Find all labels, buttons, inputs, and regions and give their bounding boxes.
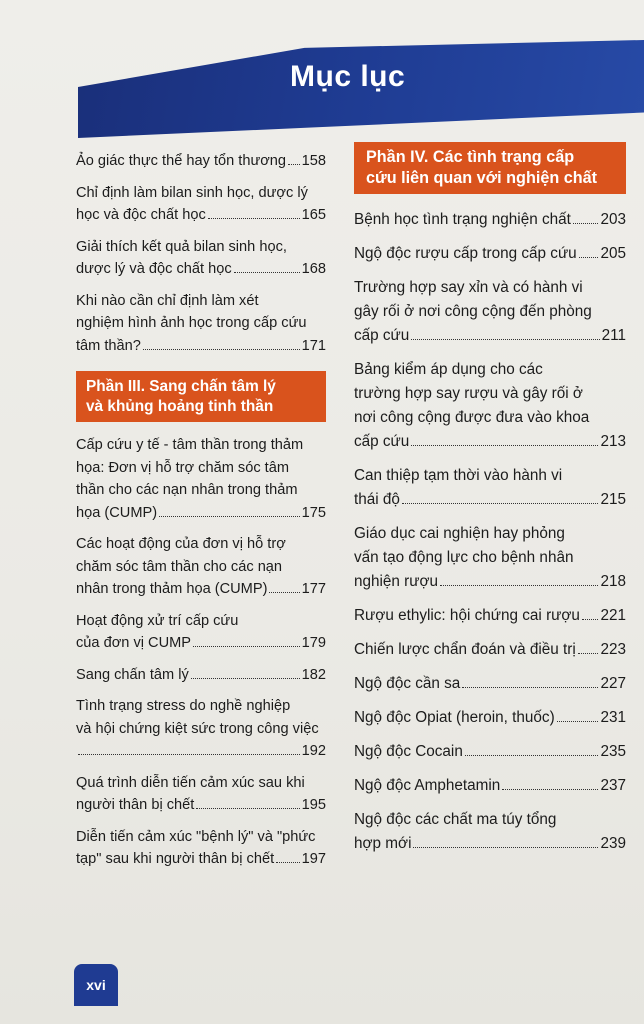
toc-entry-text: dược lý và độc chất học	[76, 261, 232, 277]
toc-entry-text: họa: Đơn vị hỗ trợ chăm sóc tâm	[76, 459, 289, 476]
toc-entry-text: học và độc chất học	[76, 207, 206, 223]
toc-entry-text: Ngộ độc rượu cấp trong cấp cứu	[354, 245, 577, 262]
toc-entry-text: và hội chứng kiệt sức trong công việc	[76, 720, 319, 737]
toc-page-number: 182	[301, 666, 326, 683]
leader-dots	[465, 755, 599, 756]
toc-entry-text: Hoạt động xử trí cấp cứu	[76, 612, 239, 629]
toc-entry	[76, 610, 326, 655]
toc-entry-text: Sang chấn tâm lý	[76, 666, 189, 683]
toc-entry	[76, 434, 326, 524]
toc-entry-last-line	[76, 204, 326, 227]
toc-page-number: 211	[601, 327, 626, 344]
leader-dots	[502, 789, 598, 790]
toc-entry-text: Ngộ độc Opiat (heroin, thuốc)	[354, 709, 555, 726]
toc-entry	[354, 208, 626, 232]
toc-entry-last-line	[354, 604, 626, 628]
toc-entry	[76, 182, 326, 227]
toc-entry-text: họa (CUMP)	[76, 504, 158, 521]
toc-entry-text: Quá trình diễn tiến cảm xúc sau khi	[76, 774, 305, 791]
toc-entry-text: Các hoạt động của đơn vị hỗ trợ	[76, 536, 286, 552]
toc-entry-last-line	[354, 324, 626, 348]
toc-entry-last-line	[354, 832, 626, 856]
leader-dots	[573, 223, 599, 224]
toc-entry-text: chăm sóc tâm thần cho các nạn	[76, 558, 283, 575]
toc-entry-text: Khi nào cần chỉ định làm xét	[76, 292, 259, 309]
toc-entry-text: Chỉ định làm bilan sinh học, dược lý	[76, 184, 308, 201]
toc-entry-text: hợp mới	[354, 835, 412, 852]
toc-page-number: 179	[301, 635, 326, 651]
toc-entry-text: tâm thần?	[76, 337, 141, 354]
leader-dots	[234, 272, 300, 273]
toc-entry	[354, 774, 626, 798]
section-heading-line: Phần III. Sang chấn tâm lý	[86, 378, 276, 395]
toc-entry-text: thái độ	[354, 491, 400, 508]
toc-entry-text: gây rối ở nơi công cộng đến phòng	[354, 303, 592, 320]
section-heading-part-iii	[76, 371, 326, 422]
toc-page-number: 215	[600, 491, 626, 508]
toc-entry	[354, 740, 626, 764]
section-heading-line: cứu liên quan với nghiện chất	[366, 169, 597, 187]
toc-entry-last-line	[76, 335, 326, 358]
toc-entry-last-line	[76, 848, 326, 871]
toc-entry	[354, 808, 626, 856]
toc-entry-text: Giáo dục cai nghiện hay phỏng	[354, 525, 565, 542]
leader-dots	[143, 349, 300, 350]
toc-page-number: 231	[600, 709, 626, 726]
leader-dots	[462, 687, 598, 688]
toc-entry	[354, 706, 626, 730]
toc-entry	[76, 695, 326, 763]
leader-dots	[557, 721, 599, 722]
toc-entry-text: thần cho các nạn nhân trong thảm	[76, 482, 298, 498]
toc-entry	[354, 276, 626, 348]
toc-entry-last-line	[354, 740, 626, 764]
section-heading-line: và khủng hoảng tinh thần	[86, 398, 274, 415]
leader-dots	[288, 164, 300, 165]
leader-dots	[579, 257, 599, 258]
toc-entry-last-line	[354, 570, 626, 594]
page-number-badge: xvi	[74, 964, 118, 1006]
toc-page-number: 192	[301, 743, 326, 759]
toc-entry	[354, 672, 626, 696]
toc-page-number: 175	[301, 504, 326, 521]
toc-page-number: 177	[301, 581, 326, 597]
leader-dots	[269, 592, 299, 593]
toc-entries-group	[354, 208, 626, 856]
toc-entry-text: nhân trong thảm họa (CUMP)	[76, 581, 268, 597]
toc-page-number: 213	[600, 433, 626, 450]
toc-entry-last-line	[354, 774, 626, 798]
leader-dots	[276, 862, 299, 863]
leader-dots	[78, 754, 300, 755]
section-heading-line: Phần IV. Các tình trạng cấp	[366, 148, 575, 166]
toc-entry-last-line	[354, 242, 626, 266]
toc-entries-group	[76, 150, 326, 357]
toc-entry	[354, 522, 626, 594]
toc-entry-last-line	[354, 706, 626, 730]
toc-page-number: 221	[600, 607, 626, 624]
toc-entry	[354, 638, 626, 662]
toc-entry	[354, 464, 626, 512]
page-title: Mục lục	[290, 60, 406, 93]
toc-entry-text: vấn tạo động lực cho bệnh nhân	[354, 549, 574, 566]
toc-page-number: 197	[301, 851, 326, 867]
toc-entry-text: Diễn tiến cảm xúc "bệnh lý" và "phức	[76, 828, 316, 845]
toc-entry-text: Ngộ độc Cocain	[354, 743, 463, 760]
toc-entry-text: Trường hợp say xỉn và có hành vi	[354, 279, 583, 296]
toc-entry-text: người thân bị chết	[76, 797, 195, 813]
toc-entries-group	[76, 434, 326, 871]
toc-page-number: 237	[600, 777, 626, 794]
toc-entry-text: Can thiệp tạm thời vào hành vi	[354, 467, 563, 484]
toc-entry-last-line	[354, 430, 626, 454]
toc-entry-last-line	[354, 672, 626, 696]
toc-entry	[76, 826, 326, 871]
toc-entry-text: Bệnh học tình trạng nghiện chất	[354, 211, 571, 228]
toc-entry	[354, 242, 626, 266]
toc-entry-text: trường hợp say rượu và gây rối ở	[354, 385, 583, 402]
leader-dots	[411, 339, 599, 340]
toc-page-number: 218	[600, 573, 626, 590]
toc-page-number: 205	[600, 245, 626, 262]
leader-dots	[208, 218, 300, 219]
leader-dots	[402, 503, 599, 504]
toc-entry-last-line	[76, 258, 326, 281]
toc-right-column	[354, 142, 626, 866]
toc-entry-text: cấp cứu	[354, 327, 410, 344]
leader-dots	[578, 653, 599, 654]
toc-entry	[76, 236, 326, 281]
leader-dots	[193, 646, 300, 647]
toc-entry-text: Ngộ độc các chất ma túy tổng	[354, 811, 557, 828]
toc-page-number: 168	[301, 261, 326, 277]
toc-entry-last-line	[76, 150, 326, 173]
toc-entry-last-line	[354, 488, 626, 512]
toc-entry-last-line	[354, 638, 626, 662]
toc-entry-text: Tình trạng stress do nghề nghiệp	[76, 698, 291, 714]
leader-dots	[582, 619, 599, 620]
toc-entry	[76, 772, 326, 817]
toc-entry-text: Rượu ethylic: hội chứng cai rượu	[354, 607, 580, 624]
toc-page-number: 158	[301, 153, 326, 169]
toc-entry	[76, 290, 326, 358]
toc-entry-last-line	[76, 794, 326, 817]
toc-entry-text: Chiến lược chẩn đoán và điều trị	[354, 641, 576, 658]
leader-dots	[411, 445, 598, 446]
leader-dots	[413, 847, 598, 848]
toc-page-number: 165	[301, 207, 326, 223]
toc-entry-text: Giải thích kết quả bilan sinh học,	[76, 238, 287, 255]
leader-dots	[159, 516, 300, 517]
leader-dots	[196, 808, 299, 809]
leader-dots	[440, 585, 598, 586]
toc-entry-text: của đơn vị CUMP	[76, 635, 192, 651]
toc-entry	[354, 358, 626, 454]
toc-entry	[76, 150, 326, 173]
toc-entry-last-line	[354, 208, 626, 232]
toc-entry	[354, 604, 626, 628]
toc-entry	[76, 533, 326, 601]
toc-entry-last-line	[76, 502, 326, 525]
section-heading-part-iv	[354, 142, 626, 194]
toc-entry	[76, 664, 326, 687]
toc-entry-text: tạp" sau khi người thân bị chết	[76, 851, 275, 867]
toc-page-number: 227	[600, 675, 626, 692]
leader-dots	[191, 678, 300, 679]
toc-entry-text: Ngộ độc cần sa	[354, 675, 461, 692]
toc-entry-text: Cấp cứu y tế - tâm thần trong thảm	[76, 437, 304, 453]
toc-entry-text: Bảng kiểm áp dụng cho các	[354, 361, 543, 378]
toc-entry-text: nghiện rượu	[354, 573, 439, 590]
toc-page-number: 235	[600, 743, 626, 760]
toc-entry-text: nghiệm hình ảnh học trong cấp cứu	[76, 315, 307, 331]
toc-left-column	[76, 150, 326, 880]
toc-page-number: 171	[301, 337, 326, 354]
toc-page-number: 223	[600, 641, 626, 658]
toc-entry-last-line	[76, 664, 326, 687]
toc-entry-last-line	[76, 740, 326, 763]
toc-page-number: 195	[301, 797, 326, 813]
toc-entry-text: cấp cứu	[354, 433, 410, 450]
toc-entry-last-line	[76, 578, 326, 601]
toc-page-number: 239	[600, 835, 626, 852]
toc-entry-last-line	[76, 632, 326, 655]
toc-page-number: 203	[600, 211, 626, 228]
toc-entry-text: Ảo giác thực thể hay tổn thương	[76, 153, 287, 169]
toc-entry-text: nơi công cộng được đưa vào khoa	[354, 409, 590, 426]
toc-entry-text: Ngộ độc Amphetamin	[354, 777, 501, 794]
